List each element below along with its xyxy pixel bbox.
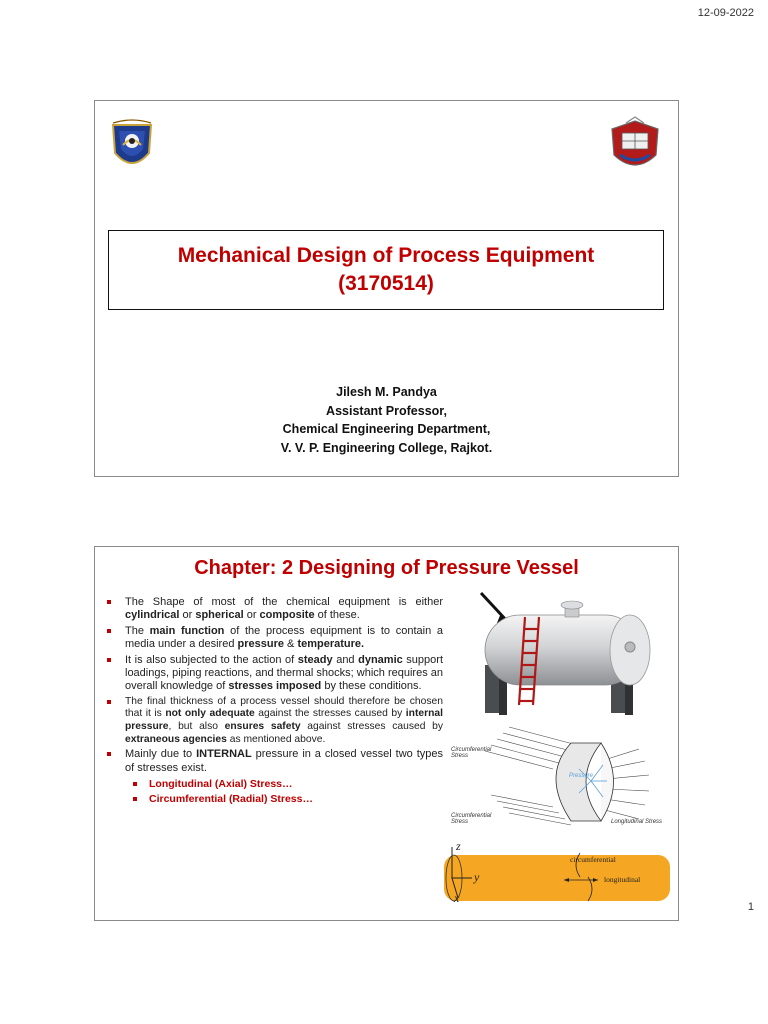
list-item: The main function of the process equipment is to contain a media under a desired pressure & temperature.	[105, 625, 443, 652]
list-item: The Shape of most of the chemical equipment is either cylindrical or spherical or composite of these.	[105, 596, 443, 623]
axis-x-label: x	[454, 891, 460, 905]
gtu-logo-icon	[107, 115, 157, 175]
circumferential-stress-label-bottom: Circumferential Stress	[451, 813, 492, 825]
date-stamp: 12-09-2022	[697, 7, 754, 19]
chapter-slide	[94, 546, 679, 921]
axis-y-label: y	[474, 870, 480, 884]
page-number: 1	[747, 901, 754, 913]
bullet-list	[105, 596, 443, 807]
list-item: It is also subjected to the action of steady and dynamic support loadings, piping reactions, and thermal shocks; which requires an overall knowledge of stresses imposed by these conditions.	[105, 654, 443, 694]
cylinder-diagram	[440, 839, 672, 905]
title-slide	[94, 100, 679, 477]
stress-diagram	[451, 721, 676, 836]
pressure-vessel-illustration	[445, 585, 675, 720]
longitudinal-stress-label: Longitudinal Stress	[611, 819, 663, 825]
longitudinal-label: longitudinal	[604, 875, 641, 884]
sub-bullet-longitudinal: Longitudinal (Axial) Stress…	[105, 777, 443, 792]
course-title: Mechanical Design of Process Equipment	[177, 244, 595, 267]
author-college: V. V. P. Engineering College, Rajkot.	[280, 440, 493, 455]
author-name: Jilesh M. Pandya	[336, 385, 437, 399]
axis-z-label: z	[456, 839, 461, 853]
pressure-label: Pressure	[569, 773, 594, 779]
author-block	[95, 383, 678, 457]
list-item: Mainly due to INTERNAL pressure in a closed vessel two types of stresses exist.	[105, 748, 443, 775]
college-crest-icon	[608, 115, 662, 175]
course-code: (3170514)	[338, 272, 434, 295]
list-item: The final thickness of a process vessel should therefore be chosen that it is not only adequate against the stresses caused by internal pressure, but also ensures safety against stresses caused by extraneous agencies as mentioned above.	[105, 696, 443, 746]
sub-bullet-circumferential: Circumferential (Radial) Stress…	[105, 792, 443, 807]
chapter-title: Chapter: 2 Designing of Pressure Vessel	[194, 557, 579, 579]
course-title-box	[108, 230, 664, 310]
circumferential-label: circumferential	[570, 855, 616, 864]
circumferential-stress-label-top: Circumferential Stress	[451, 747, 492, 759]
author-department: Chemical Engineering Department,	[282, 422, 491, 436]
author-designation: Assistant Professor,	[326, 403, 447, 418]
